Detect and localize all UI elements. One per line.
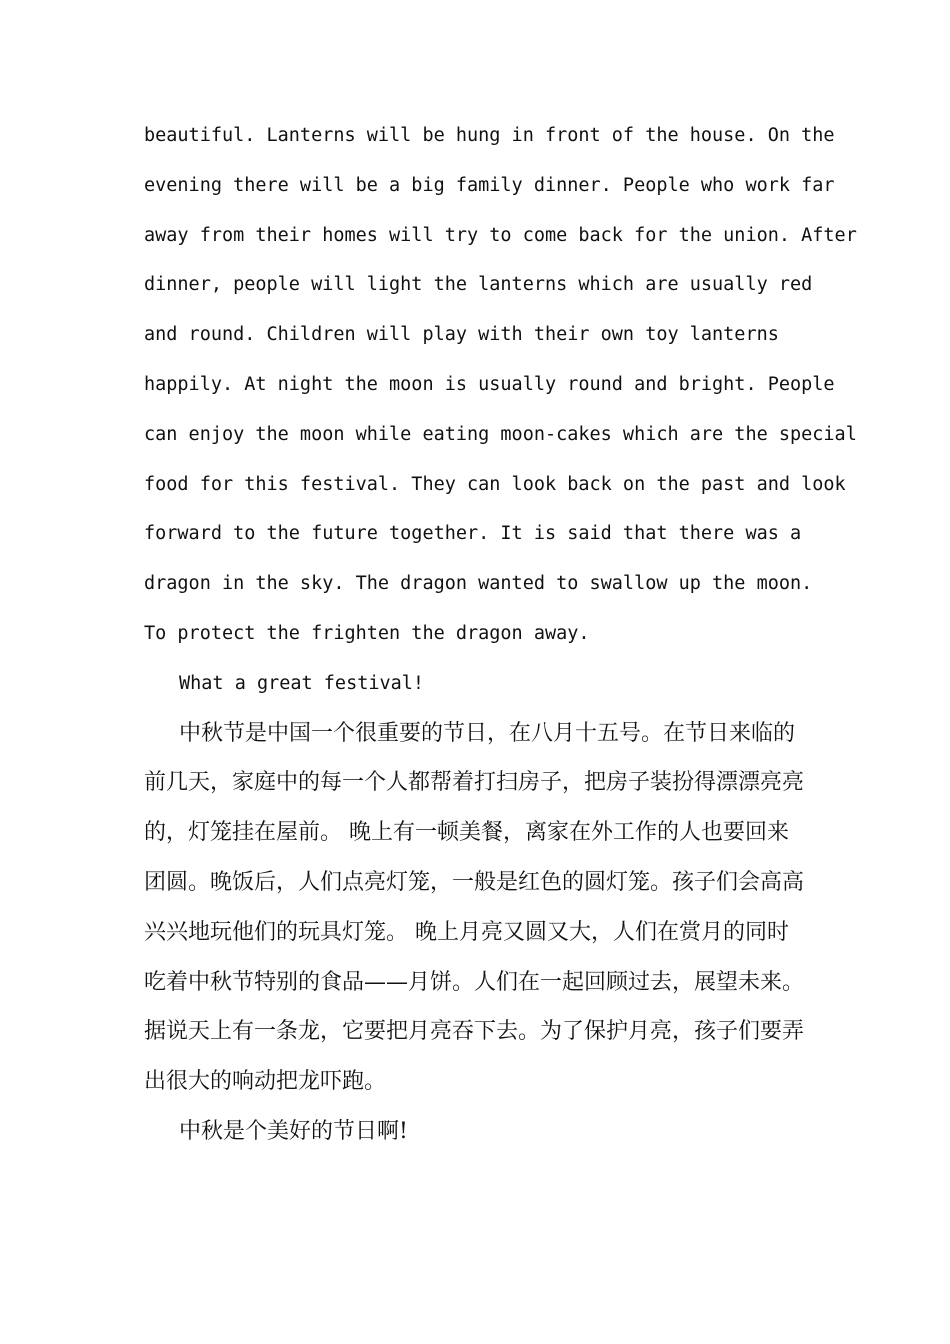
text-line: To protect the frighten the dragon away. — [144, 622, 590, 644]
text-line: 的，灯笼挂在屋前。 晚上有一顿美餐，离家在外工作的人也要回来 — [144, 820, 789, 846]
text-line: beautiful. Lanterns will be hung in front of the house. On the — [144, 125, 835, 146]
text-line: evening there will be a big family dinner. People who work far — [144, 174, 835, 196]
text-line: 据说天上有一条龙，它要把月亮吞下去。为了保护月亮，孩子们要弄 — [144, 1019, 805, 1045]
text-line: away from their homes will try to come back for the union. After — [144, 224, 857, 246]
text-line: can enjoy the moon while eating moon-cakes which are the special — [144, 423, 857, 445]
text-line: dragon in the sky. The dragon wanted to swallow up the moon. — [144, 573, 813, 595]
text-line: food for this festival. They can look back on the past and look — [144, 473, 846, 495]
chinese-exclamation: 中秋是个美好的节日啊! — [179, 1118, 408, 1144]
text-line: 中秋节是中国一个很重要的节日，在八月十五号。在节日来临的 — [179, 720, 796, 746]
text-line: 前几天，家庭中的每一个人都帮着打扫房子，把房子装扮得漂漂亮亮 — [144, 770, 805, 796]
english-paragraph — [144, 111, 857, 659]
text-line: forward to the future together. It is said that there was a — [144, 523, 802, 545]
text-line: happily. At night the moon is usually round and bright. People — [144, 373, 835, 395]
text-line: 兴兴地玩他们的玩具灯笼。 晚上月亮又圆又大，人们在赏月的同时 — [144, 919, 789, 945]
chinese-paragraph — [144, 709, 806, 1107]
text-line: 出很大的响动把龙吓跑。 — [144, 1069, 387, 1095]
text-line: 团圆。晚饭后，人们点亮灯笼，一般是红色的圆灯笼。孩子们会高高 — [144, 869, 805, 895]
text-line: dinner, people will light the lanterns which are usually red — [144, 274, 813, 296]
text-line: and round. Children will play with their own toy lanterns — [144, 324, 779, 346]
document-page — [144, 111, 857, 1157]
english-exclamation: What a great festival! — [179, 672, 425, 694]
text-line: 吃着中秋节特别的食品——月饼。人们在一起回顾过去，展望未来。 — [144, 969, 805, 995]
